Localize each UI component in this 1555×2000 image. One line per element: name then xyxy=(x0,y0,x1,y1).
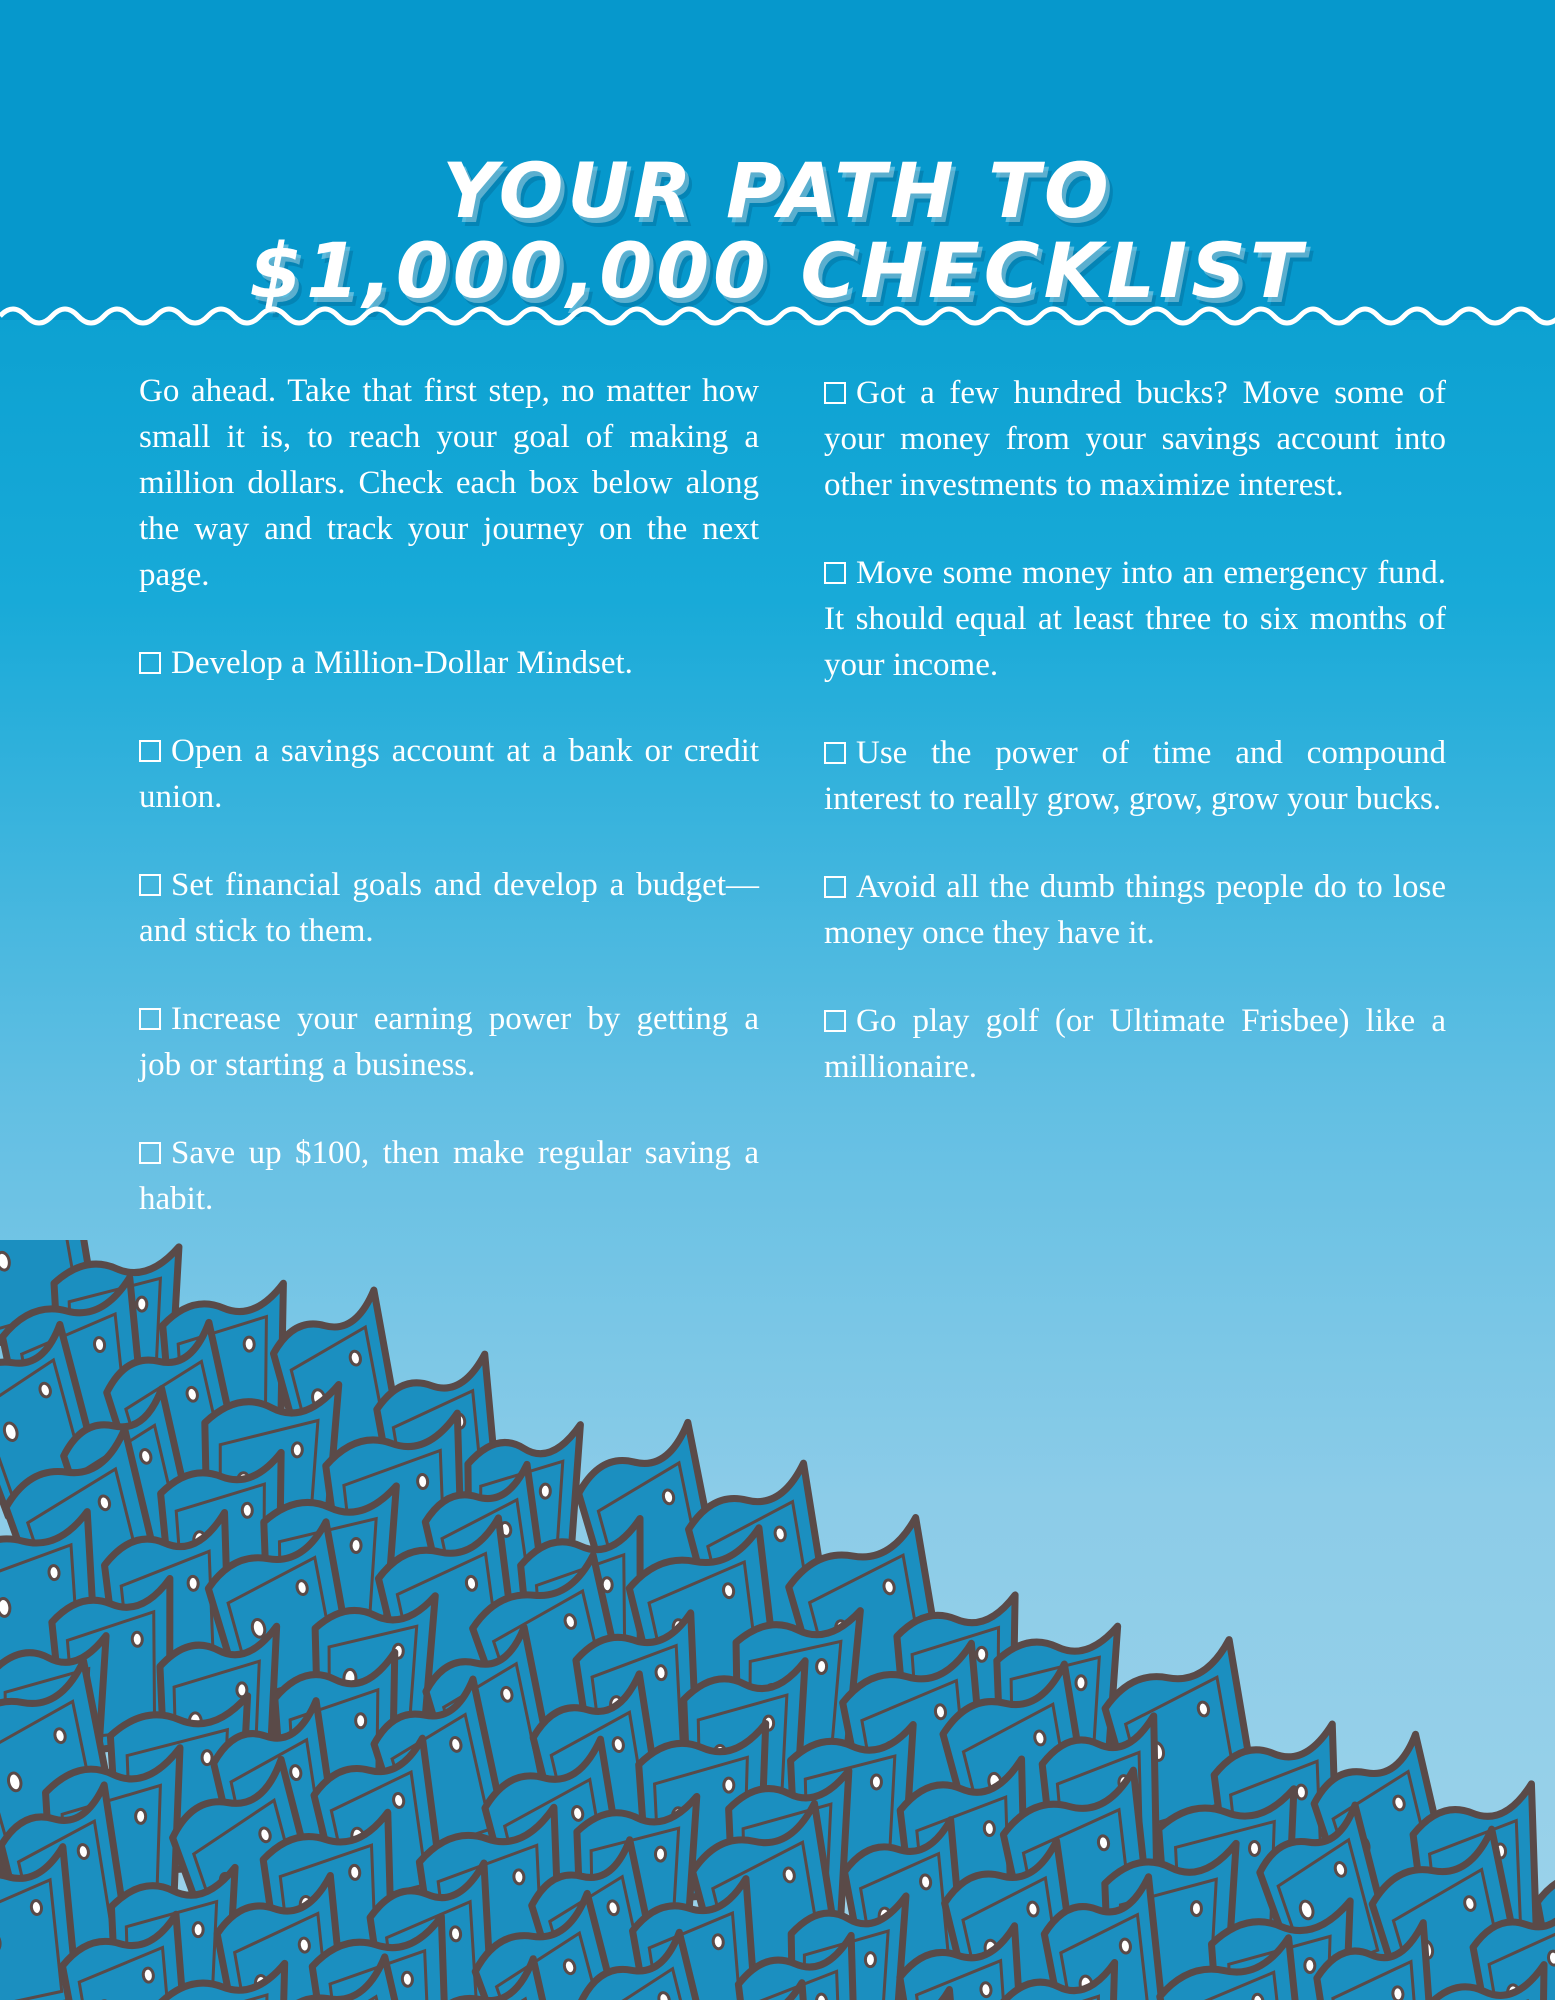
checklist-item-text: Save up $100, then make regular saving a habit. xyxy=(139,1135,759,1217)
checklist-item[interactable] xyxy=(139,1130,759,1222)
checklist-item[interactable] xyxy=(139,996,759,1088)
checklist-item[interactable] xyxy=(824,864,1446,956)
checklist-item-text: Avoid all the dumb things people do to lose money once they have it. xyxy=(824,869,1446,951)
checkbox[interactable] xyxy=(824,382,846,404)
checkbox[interactable] xyxy=(139,874,161,896)
wavy-divider xyxy=(0,296,1555,336)
money-pile-illustration xyxy=(0,1240,1555,2000)
checklist-item[interactable] xyxy=(139,862,759,954)
checklist-item-text: Increase your earning power by getting a job or starting a business. xyxy=(139,1001,759,1083)
checkbox[interactable] xyxy=(139,740,161,762)
checklist-item[interactable] xyxy=(824,998,1446,1090)
checklist-item-text: Develop a Million-Dollar Mindset. xyxy=(171,645,633,681)
checkbox[interactable] xyxy=(139,1008,161,1030)
checklist-item-text: Got a few hundred bucks? Move some of your money from your savings account into other investments to maximize interest. xyxy=(824,375,1446,503)
checkbox[interactable] xyxy=(824,876,846,898)
checklist-item-text: Set financial goals and develop a budget—and stick to them. xyxy=(139,867,759,949)
checklist-item-text: Go play golf (or Ultimate Frisbee) like a millionaire. xyxy=(824,1003,1446,1085)
checklist-item[interactable] xyxy=(824,370,1446,508)
checkbox[interactable] xyxy=(824,562,846,584)
checkbox[interactable] xyxy=(824,1010,846,1032)
checklist-item-text: Open a savings account at a bank or credit union. xyxy=(139,733,759,815)
intro-paragraph: Go ahead. Take that first step, no matter how small it is, to reach your goal of making a million dollars. Check each box below along the way and track your journey on the next page. xyxy=(139,373,759,593)
checklist-item[interactable] xyxy=(139,728,759,820)
left-column xyxy=(139,368,759,1264)
checklist-item[interactable] xyxy=(139,640,759,686)
title-line-1: YOUR PATH TO xyxy=(442,145,1113,235)
checklist-item[interactable] xyxy=(824,730,1446,822)
checkbox[interactable] xyxy=(824,742,846,764)
checklist-item-text: Use the power of time and compound interest to really grow, grow, grow your bucks. xyxy=(824,735,1446,817)
title-line-2: $1,000,000 CHECKLIST xyxy=(249,225,1306,315)
right-column xyxy=(824,370,1446,1132)
checklist-item[interactable] xyxy=(824,550,1446,688)
checkbox[interactable] xyxy=(139,1142,161,1164)
checkbox[interactable] xyxy=(139,652,161,674)
page-title xyxy=(0,145,1555,315)
checklist-item-text: Move some money into an emergency fund. It should equal at least three to six months of your income. xyxy=(824,555,1446,683)
